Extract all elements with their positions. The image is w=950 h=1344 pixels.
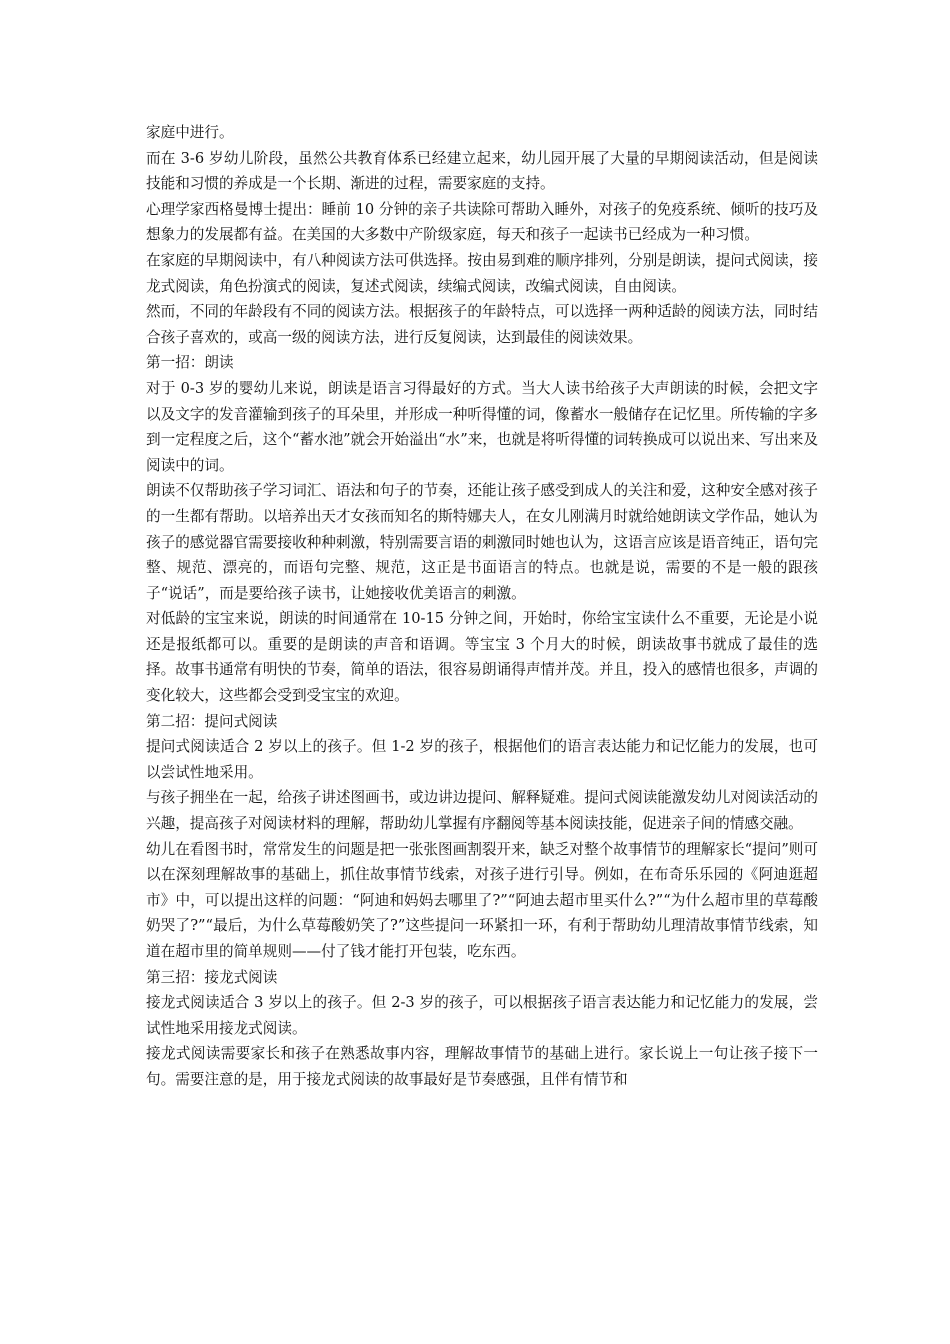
paragraph: 与孩子拥坐在一起，给孩子讲述图画书，或边讲边提问、解释疑难。提问式阅读能激发幼儿对阅读活动的兴趣，提高孩子对阅读材料的理解，帮助幼儿掌握有序翻阅等基本阅读技能，促进亲子间的情感交融。 — [146, 789, 818, 833]
section-heading-1: 第一招：朗读 — [146, 354, 234, 372]
paragraph: 朗读不仅帮助孩子学习词汇、语法和句子的节奏，还能让孩子感受到成人的关注和爱，这种安全感对孩子的一生都有帮助。以培养出天才女孩而知名的斯特娜夫人，在女儿刚满月时就给她朗读文学作品，她认为孩子的感觉器官需要接收种种刺激，特别需要言语的刺激同时她也认为，这语言应该是语音纯正，语句完整、规范、漂亮的，而语句完整、规范，这正是书面语言的特点。也就是说，需要的不是一般的跟孩子“说话”，而是要给孩子读书，让她接收优美语言的刺激。 — [146, 482, 818, 602]
section-heading-3: 第三招：接龙式阅读 — [146, 968, 278, 986]
section-heading-2: 第二招：提问式阅读 — [146, 712, 278, 730]
paragraph: 接龙式阅读适合 3 岁以上的孩子。但 2-3 岁的孩子，可以根据孩子语言表达能力和记忆能力的发展，尝试性地采用接龙式阅读。 — [146, 994, 818, 1037]
paragraph: 在家庭的早期阅读中，有八种阅读方法可供选择。按由易到难的顺序排列，分别是朗读，提问式阅读，接龙式阅读，角色扮演式的阅读，复述式阅读，续编式阅读，改编式阅读，自由阅读。 — [146, 251, 818, 295]
paragraph: 接龙式阅读需要家长和孩子在熟悉故事内容，理解故事情节的基础上进行。家长说上一句让孩子接下一句。需要注意的是，用于接龙式阅读的故事最好是节奏感强，且伴有情节和 — [146, 1045, 818, 1088]
paragraph: 提问式阅读适合 2 岁以上的孩子。但 1-2 岁的孩子，根据他们的语言表达能力和记忆能力的发展，也可以尝试性地采用。 — [146, 738, 818, 781]
paragraph: 家庭中进行。 — [146, 124, 234, 141]
paragraph: 而在 3-6 岁幼儿阶段，虽然公共教育体系已经建立起来，幼儿园开展了大量的早期阅读活动，但是阅读技能和习惯的养成是一个长期、渐进的过程，需要家庭的支持。 — [146, 149, 818, 193]
paragraph: 幼儿在看图书时，常常发生的问题是把一张张图画割裂开来，缺乏对整个故事情节的理解家长“提问”则可以在深刻理解故事的基础上，抓住故事情节线索，对孩子进行引导。例如，在布奇乐乐园的《阿迪逛超市》中，可以提出这样的问题：“阿迪和妈妈去哪里了?”“阿迪去超市里买什么?”“为什么超市里的草莓酸奶哭了?”“最后，为什么草莓酸奶笑了?”这些提问一环紧扣一环，有利于帮助幼儿理清故事情节线索，知道在超市里的简单规则——付了钱才能打开包装，吃东西。 — [146, 840, 818, 960]
paragraph: 然而，不同的年龄段有不同的阅读方法。根据孩子的年龄特点，可以选择一两种适龄的阅读方法，同时结合孩子喜欢的，或高一级的阅读方法，进行反复阅读，达到最佳的阅读效果。 — [146, 303, 818, 346]
document-body — [146, 120, 818, 1093]
paragraph: 对于 0-3 岁的婴幼儿来说，朗读是语言习得最好的方式。当大人读书给孩子大声朗读的时候，会把文字以及文字的发音灌输到孩子的耳朵里，并形成一种听得懂的词，像蓄水一般储存在记忆里。所传输的字多到一定程度之后，这个“蓄水池”就会开始溢出“水”来，也就是将听得懂的词转换成可以说出来、写出来及阅读中的词。 — [146, 379, 818, 474]
paragraph: 心理学家西格曼博士提出：睡前 10 分钟的亲子共读除可帮助入睡外，对孩子的免疫系统、倾听的技巧及想象力的发展都有益。在美国的大多数中产阶级家庭，每天和孩子一起读书已经成为一种习惯。 — [146, 200, 818, 244]
paragraph: 对低龄的宝宝来说，朗读的时间通常在 10-15 分钟之间，开始时，你给宝宝读什么不重要，无论是小说还是报纸都可以。重要的是朗读的声音和语调。等宝宝 3 个月大的时候，朗读故事书就成了最佳的选择。故事书通常有明快的节奏，简单的语法，很容易朗诵得声情并茂。并且，投入的感情也很多，声调的变化较大，这些都会受到受宝宝的欢迎。 — [146, 610, 818, 705]
